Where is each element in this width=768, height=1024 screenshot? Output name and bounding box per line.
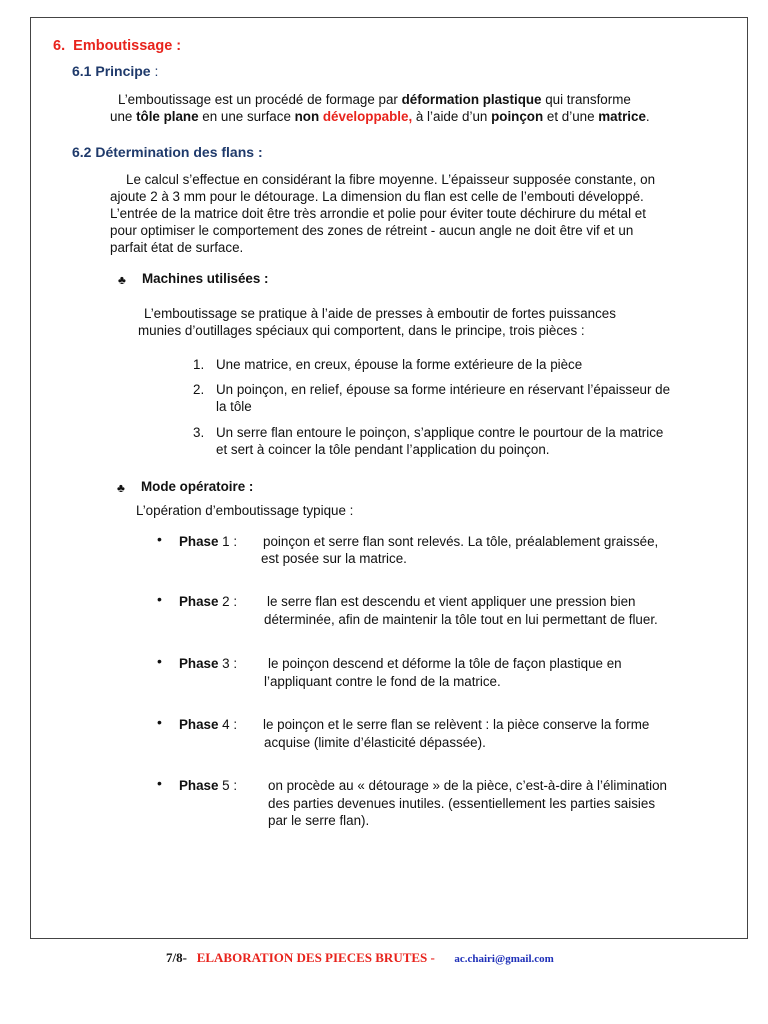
phase-number: 5 : [218, 778, 238, 793]
term-developpable: développable, [322, 109, 413, 124]
machine-item-3-text-1: Un serre flan entoure le poinçon, s’applique contre le pourtour de la matrice [216, 425, 664, 440]
phase-2-line-1: le serre flan est descendu et vient appliquer une pression bien [267, 594, 636, 609]
phase-word: Phase [179, 778, 219, 793]
text-run: et d’une [543, 109, 599, 124]
phase-1-line-2: est posée sur la matrice. [261, 551, 407, 566]
bullet-dot-icon: • [157, 653, 162, 669]
section-heading [53, 38, 181, 54]
phase-number: 4 : [218, 717, 238, 732]
principe-colon: : [150, 63, 159, 79]
phase-word: Phase [179, 594, 219, 609]
footer-page-number: 7/8- [166, 950, 187, 965]
machines-heading: Machines utilisées : [142, 271, 269, 286]
phase-number: 1 : [218, 534, 238, 549]
text-run: en une surface [198, 109, 295, 124]
flans-line-2: ajoute 2 à 3 mm pour le détourage. La dimension du flan est celle de l’embouti développé. [110, 189, 644, 204]
footer-title: ELABORATION DES PIECES BRUTES - [196, 950, 435, 965]
phase-number: 2 : [218, 594, 238, 609]
principe-heading [72, 63, 158, 79]
club-bullet-icon: ♣ [117, 481, 125, 495]
phase-word: Phase [179, 534, 219, 549]
machine-item-2-text-2: la tôle [216, 399, 252, 414]
flans-line-1: Le calcul s’effectue en considérant la fibre moyenne. L’épaisseur supposée constante, on [126, 172, 656, 187]
phase-5-line-2: des parties devenues inutiles. (essentiellement les parties saisies [268, 796, 656, 811]
text-run: une [110, 109, 137, 124]
machine-item-2-text-1: Un poinçon, en relief, épouse sa forme intérieure en réservant l’épaisseur de [216, 382, 671, 397]
text-run: qui transforme [541, 92, 631, 107]
phase-3-line-2: l’appliquant contre le fond de la matrice. [264, 674, 501, 689]
text-run: à l’aide d’un [412, 109, 492, 124]
page-footer [166, 950, 554, 966]
club-bullet-icon: ♣ [118, 273, 126, 287]
machine-item-3-number: 3. [193, 425, 205, 440]
flans-line-3: L’entrée de la matrice doit être très arrondie et polie pour éviter toute déchirure du métal et [110, 206, 646, 221]
footer-email-link[interactable]: ac.chairi@gmail.com [454, 953, 554, 965]
phase-1-label [179, 533, 237, 550]
phase-5-label [179, 777, 237, 794]
phase-word: Phase [179, 717, 219, 732]
term-non: non [294, 109, 323, 124]
section-number: 6. [53, 38, 66, 54]
mode-heading: Mode opératoire : [141, 479, 254, 494]
phase-2-line-2: déterminée, afin de maintenir la tôle tout en lui permettant de fluer. [264, 612, 658, 627]
phase-2-label [179, 593, 237, 610]
phase-3-label [179, 655, 237, 672]
machine-item-1-text: Une matrice, en creux, épouse la forme extérieure de la pièce [216, 357, 583, 372]
mode-intro: L’opération d’emboutissage typique : [136, 503, 354, 518]
flans-heading: 6.2 Détermination des flans : [72, 144, 263, 160]
flans-line-4: pour optimiser le comportement des zones de rétreint - aucun angle ne doit être vif et un [110, 223, 634, 238]
machine-item-1-number: 1. [193, 357, 205, 372]
phase-3-line-1: le poinçon descend et déforme la tôle de façon plastique en [268, 656, 622, 671]
machines-intro-2: munies d’outillages spéciaux qui comportent, dans le principe, trois pièces : [138, 323, 585, 338]
principe-title: 6.1 Principe [72, 63, 151, 79]
term-poincon: poinçon [491, 109, 544, 124]
term-deformation-plastique: déformation plastique [401, 92, 542, 107]
phase-5-line-3: par le serre flan). [268, 813, 370, 828]
phase-4-line-1: le poinçon et le serre flan se relèvent : la pièce conserve la forme [263, 717, 650, 732]
phase-word: Phase [179, 656, 219, 671]
bullet-dot-icon: • [157, 531, 162, 547]
term-tole-plane: tôle plane [136, 109, 199, 124]
machine-item-3-text-2: et sert à coincer la tôle pendant l’application du poinçon. [216, 442, 550, 457]
bullet-dot-icon: • [157, 591, 162, 607]
flans-line-5: parfait état de surface. [110, 240, 244, 255]
machine-item-2-number: 2. [193, 382, 205, 397]
term-matrice: matrice [598, 109, 646, 124]
phase-4-label [179, 716, 237, 733]
phase-4-line-2: acquise (limite d’élasticité dépassée). [264, 735, 486, 750]
bullet-dot-icon: • [157, 775, 162, 791]
text-run: . [645, 109, 650, 124]
section-title: Emboutissage : [73, 38, 182, 54]
machines-intro-1: L’emboutissage se pratique à l’aide de presses à emboutir de fortes puissances [144, 306, 616, 321]
phase-number: 3 : [218, 656, 238, 671]
text-run: L’emboutissage est un procédé de formage par [118, 92, 402, 107]
bullet-dot-icon: • [157, 714, 162, 730]
principe-line-1 [118, 91, 631, 108]
principe-line-2 [110, 108, 650, 125]
phase-1-line-1: poinçon et serre flan sont relevés. La tôle, préalablement graissée, [263, 534, 659, 549]
phase-5-line-1: on procède au « détourage » de la pièce, c’est-à-dire à l’élimination [268, 778, 667, 793]
